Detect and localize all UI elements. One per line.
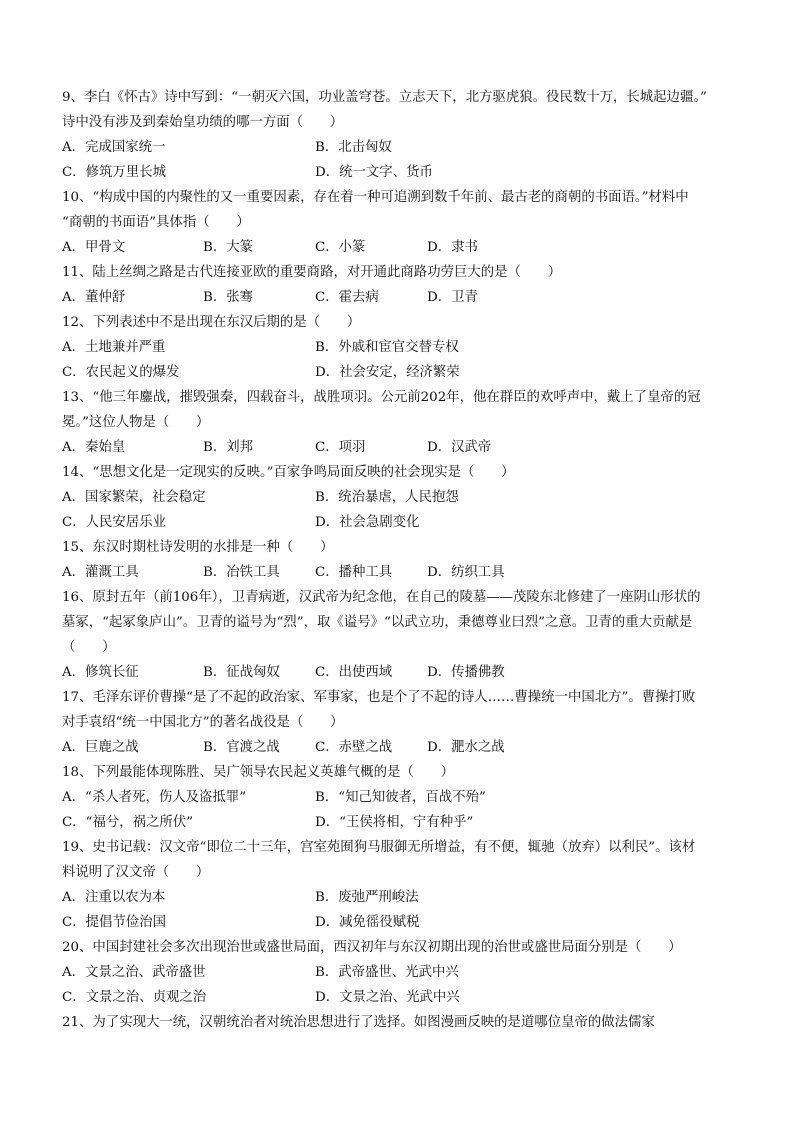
question-9-line-1: 9、李白《怀古》诗中写到：“一朝灭六国，功业盖穹苍。立志天下，北方驱虎狼。役民数十万，长城起边疆。”	[62, 90, 707, 105]
question-9-line-2: 诗中没有涉及到秦始皇功绩的哪一方面（ ）	[62, 115, 344, 130]
question-11-option-d: D．卫青	[427, 290, 478, 305]
question-19-option-b: B．废弛严刑峻法	[315, 890, 419, 905]
question-14-option-a: A．国家繁荣，社会稳定	[62, 490, 206, 505]
question-19-line-2: 料说明了汉文帝（ ）	[62, 865, 210, 880]
question-16-option-d: D．传播佛教	[427, 665, 505, 680]
question-10-option-d: D．隶书	[427, 240, 478, 255]
question-11-line-1: 11、陆上丝绸之路是古代连接亚欧的重要商路，对开通此商路功劳巨大的是（ ）	[62, 265, 562, 280]
question-19-option-d: D．减免徭役赋税	[315, 915, 420, 930]
question-12-option-b: B．外戚和宦官交替专权	[315, 340, 459, 355]
question-11-option-c: C．霍去病	[315, 290, 379, 305]
question-10-option-b: B．大篆	[203, 240, 254, 255]
question-16-line-2: 墓冢，“起冢象庐山”。卫青的谥号为“烈”，取《谥号》“以武立功，秉德尊业曰烈”之意。卫青的重大贡献是	[62, 615, 693, 630]
question-17-option-d: D．淝水之战	[427, 740, 505, 755]
question-16-option-a: A．修筑长征	[62, 665, 139, 680]
question-14-option-d: D．社会急剧变化	[315, 515, 420, 530]
question-13-option-b: B．刘邦	[203, 440, 254, 455]
question-11-option-a: A．董仲舒	[62, 290, 126, 305]
question-10-line-1: 10、“构成中国的内聚性的又一重要因素，存在着一种可追溯到数千年前、最古老的商朝的书面语。”材料中	[62, 190, 689, 205]
question-18-option-b: B．“知己知彼者，百战不殆”	[315, 790, 486, 805]
question-20-option-a: A．文景之治、武帝盛世	[62, 965, 206, 980]
question-21-line-1: 21、为了实现大一统，汉朝统治者对统治思想进行了选择。如图漫画反映的是道哪位皇帝的做法儒家	[62, 1015, 655, 1030]
question-17-line-2: 对手袁绍“统一中国北方”的著名战役是（ ）	[62, 715, 344, 730]
question-10-option-a: A．甲骨文	[62, 240, 126, 255]
question-9-option-b: B．北击匈奴	[315, 140, 392, 155]
question-17-option-c: C．赤壁之战	[315, 740, 393, 755]
question-16-line-1: 16、原封五年（前106年），卫青病逝，汉武帝为纪念他，在自己的陵墓——茂陵东北修建了一座阴山形状的	[62, 590, 701, 605]
question-20-option-b: B．武帝盛世、光武中兴	[315, 965, 459, 980]
question-14-option-c: C．人民安居乐业	[62, 515, 166, 530]
question-19-line-1: 19、史书记载：汉文帝“即位二十三年，宫室苑囿狗马服御无所增益，有不便，辄驰（放弃）以利民”。该材	[62, 840, 696, 855]
question-18-option-d: D．“王侯将相，宁有种乎”	[315, 815, 474, 830]
question-12-option-a: A．土地兼并严重	[62, 340, 166, 355]
question-15-option-a: A．灌溉工具	[62, 565, 139, 580]
question-13-line-2: 冕。”这位人物是（ ）	[62, 415, 210, 430]
question-19-option-c: C．提倡节俭治国	[62, 915, 166, 930]
question-9-option-c: C．修筑万里长城	[62, 165, 166, 180]
question-11-option-b: B．张骞	[203, 290, 254, 305]
question-12-option-d: D．社会安定，经济繁荣	[315, 365, 460, 380]
question-15-option-d: D．纺织工具	[427, 565, 505, 580]
question-13-option-c: C．项羽	[315, 440, 366, 455]
question-17-option-a: A．巨鹿之战	[62, 740, 139, 755]
question-20-line-1: 20、中国封建社会多次出现治世或盛世局面，西汉初年与东汉初期出现的治世或盛世局面分别是（ ）	[62, 940, 682, 955]
question-15-option-c: C．播种工具	[315, 565, 393, 580]
question-14-option-b: B．统治暴虐，人民抱怨	[315, 490, 459, 505]
question-14-line-1: 14、“思想文化是一定现实的反映。”百家争鸣局面反映的社会现实是（ ）	[62, 465, 515, 480]
question-16-line-3: （ ）	[62, 640, 116, 655]
question-15-option-b: B．冶铁工具	[203, 565, 280, 580]
question-10-line-2: “商朝的书面语”具体指（ ）	[62, 215, 250, 230]
question-16-option-c: C．出使西域	[315, 665, 393, 680]
question-9-option-a: A．完成国家统一	[62, 140, 166, 155]
question-10-option-c: C．小篆	[315, 240, 366, 255]
question-9-option-d: D．统一文字、货币	[315, 165, 433, 180]
question-13-option-d: D．汉武帝	[427, 440, 492, 455]
question-18-line-1: 18、下列最能体现陈胜、吴广领导农民起义英雄气概的是（ ）	[62, 765, 454, 780]
question-17-option-b: B．官渡之战	[203, 740, 280, 755]
question-18-option-a: A．“杀人者死，伤人及盗抵罪”	[62, 790, 247, 805]
question-12-option-c: C．农民起义的爆发	[62, 365, 180, 380]
question-15-line-1: 15、东汉时期杜诗发明的水排是一种（ ）	[62, 540, 334, 555]
question-16-option-b: B．征战匈奴	[203, 665, 280, 680]
question-20-option-c: C．文景之治、贞观之治	[62, 990, 207, 1005]
question-13-line-1: 13、“他三年鏖战，摧毁强秦，四载奋斗，战胜项羽。公元前202年，他在群臣的欢呼声中，戴上了皇帝的冠	[62, 390, 701, 405]
question-18-option-c: C．“福兮，祸之所伏”	[62, 815, 194, 830]
question-13-option-a: A．秦始皇	[62, 440, 126, 455]
question-20-option-d: D．文景之治、光武中兴	[315, 990, 460, 1005]
question-17-line-1: 17、毛泽东评价曹操“是了不起的政治家、军事家，也是个了不起的诗人……曹操统一中国北方”。曹操打败	[62, 690, 696, 705]
question-19-option-a: A．注重以农为本	[62, 890, 166, 905]
question-12-line-1: 12、下列表述中不是出现在东汉后期的是（ ）	[62, 315, 361, 330]
